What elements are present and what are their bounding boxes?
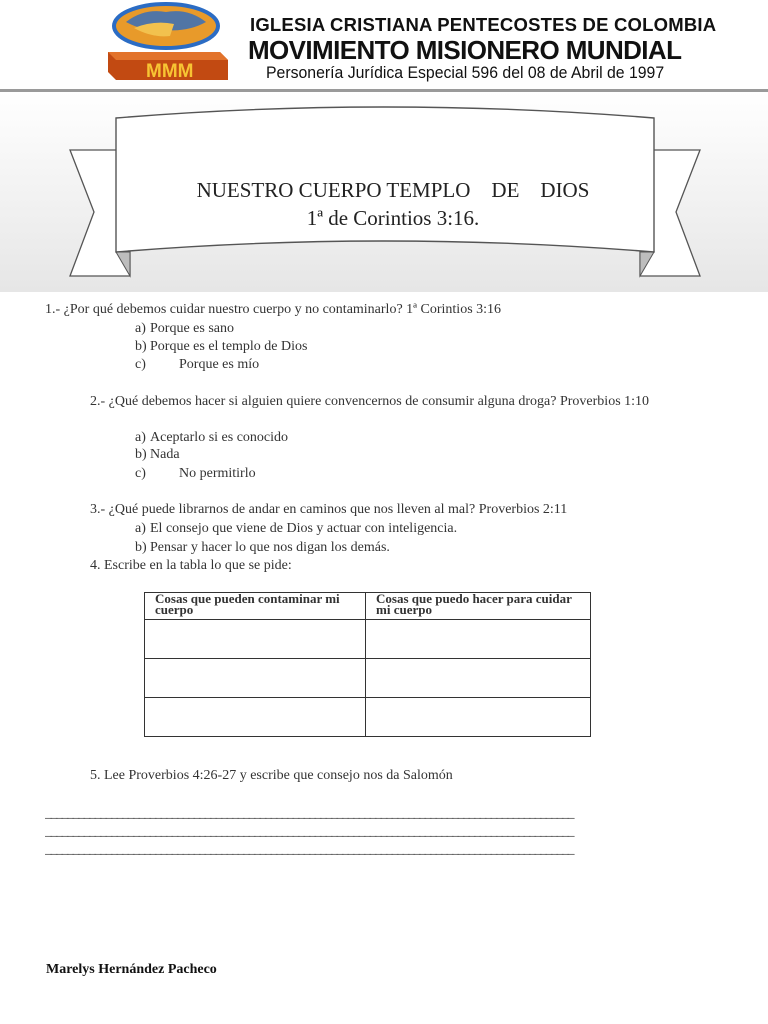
q1-option-c: Porque es mío [179, 357, 260, 372]
q1-option-b: Porque es el templo de Dios [150, 339, 308, 354]
worksheet-title: NUESTRO CUERPO TEMPLO DE DIOS [196, 178, 590, 202]
author-name: Marelys Hernández Pacheco [46, 962, 217, 977]
q3-option-a: El consejo que viene de Dios y actuar con inteligencia. [150, 521, 458, 536]
mmm-logo [104, 2, 232, 80]
movement-name: MOVIMIENTO MISIONERO MUNDIAL [248, 35, 682, 65]
legal-registration: Personería Jurídica Especial 596 del 08 de Abril de 1997 [266, 63, 665, 82]
answer-line[interactable]: ________________________________________________________________________________________________ [45, 824, 573, 839]
q1-option-a: Porque es sano [150, 321, 234, 336]
table-cell[interactable] [145, 659, 366, 698]
q2-option-c-letter: c) [135, 466, 146, 481]
q3-option-b: Pensar y hacer lo que nos digan los demás. [150, 540, 390, 555]
q2-option-c: No permitirlo [179, 466, 256, 481]
q2-option-a-letter: a) [135, 430, 146, 445]
table-cell[interactable] [366, 620, 591, 659]
church-name: IGLESIA CRISTIANA PENTECOSTES DE COLOMBIA [250, 14, 717, 35]
q1-option-b-letter: b) [135, 339, 147, 354]
q1-option-c-letter: c) [135, 357, 146, 372]
q2-option-b-letter: b) [135, 447, 147, 462]
answer-line[interactable]: ________________________________________________________________________________________________ [45, 806, 573, 821]
question-1: 1.- ¿Por qué debemos cuidar nuestro cuerpo y no contaminarlo? 1ª Corintios 3:16 [45, 302, 502, 317]
table-row [145, 659, 591, 698]
question-4: 4. Escribe en la tabla lo que se pide: [90, 558, 292, 573]
answer-line[interactable]: ________________________________________________________________________________________________ [45, 842, 573, 857]
table-header-contaminate: Cosas que pueden contaminar mi cuerpo [145, 593, 366, 620]
table-cell[interactable] [145, 698, 366, 737]
logo-text: MMM [146, 61, 194, 80]
table-row [145, 698, 591, 737]
table-header-care: Cosas que puedo hacer para cuidar mi cuerpo [366, 593, 591, 620]
q3-option-a-letter: a) [135, 521, 146, 536]
answer-table [144, 592, 591, 737]
worksheet-verse: 1ª de Corintios 3:16. [306, 206, 480, 230]
question-2: 2.- ¿Qué debemos hacer si alguien quiere convencernos de consumir alguna droga? Proverbios 1:10 [90, 394, 650, 409]
table-cell[interactable] [366, 698, 591, 737]
q2-option-b: Nada [150, 447, 180, 462]
question-3: 3.- ¿Qué puede librarnos de andar en caminos que nos lleven al mal? Proverbios 2:11 [90, 502, 568, 517]
table-cell[interactable] [366, 659, 591, 698]
q2-option-a: Aceptarlo si es conocido [150, 430, 289, 445]
table-cell[interactable] [145, 620, 366, 659]
question-5: 5. Lee Proverbios 4:26-27 y escribe que consejo nos da Salomón [90, 768, 453, 783]
table-row [145, 620, 591, 659]
q1-option-a-letter: a) [135, 321, 146, 336]
q3-option-b-letter: b) [135, 540, 147, 555]
